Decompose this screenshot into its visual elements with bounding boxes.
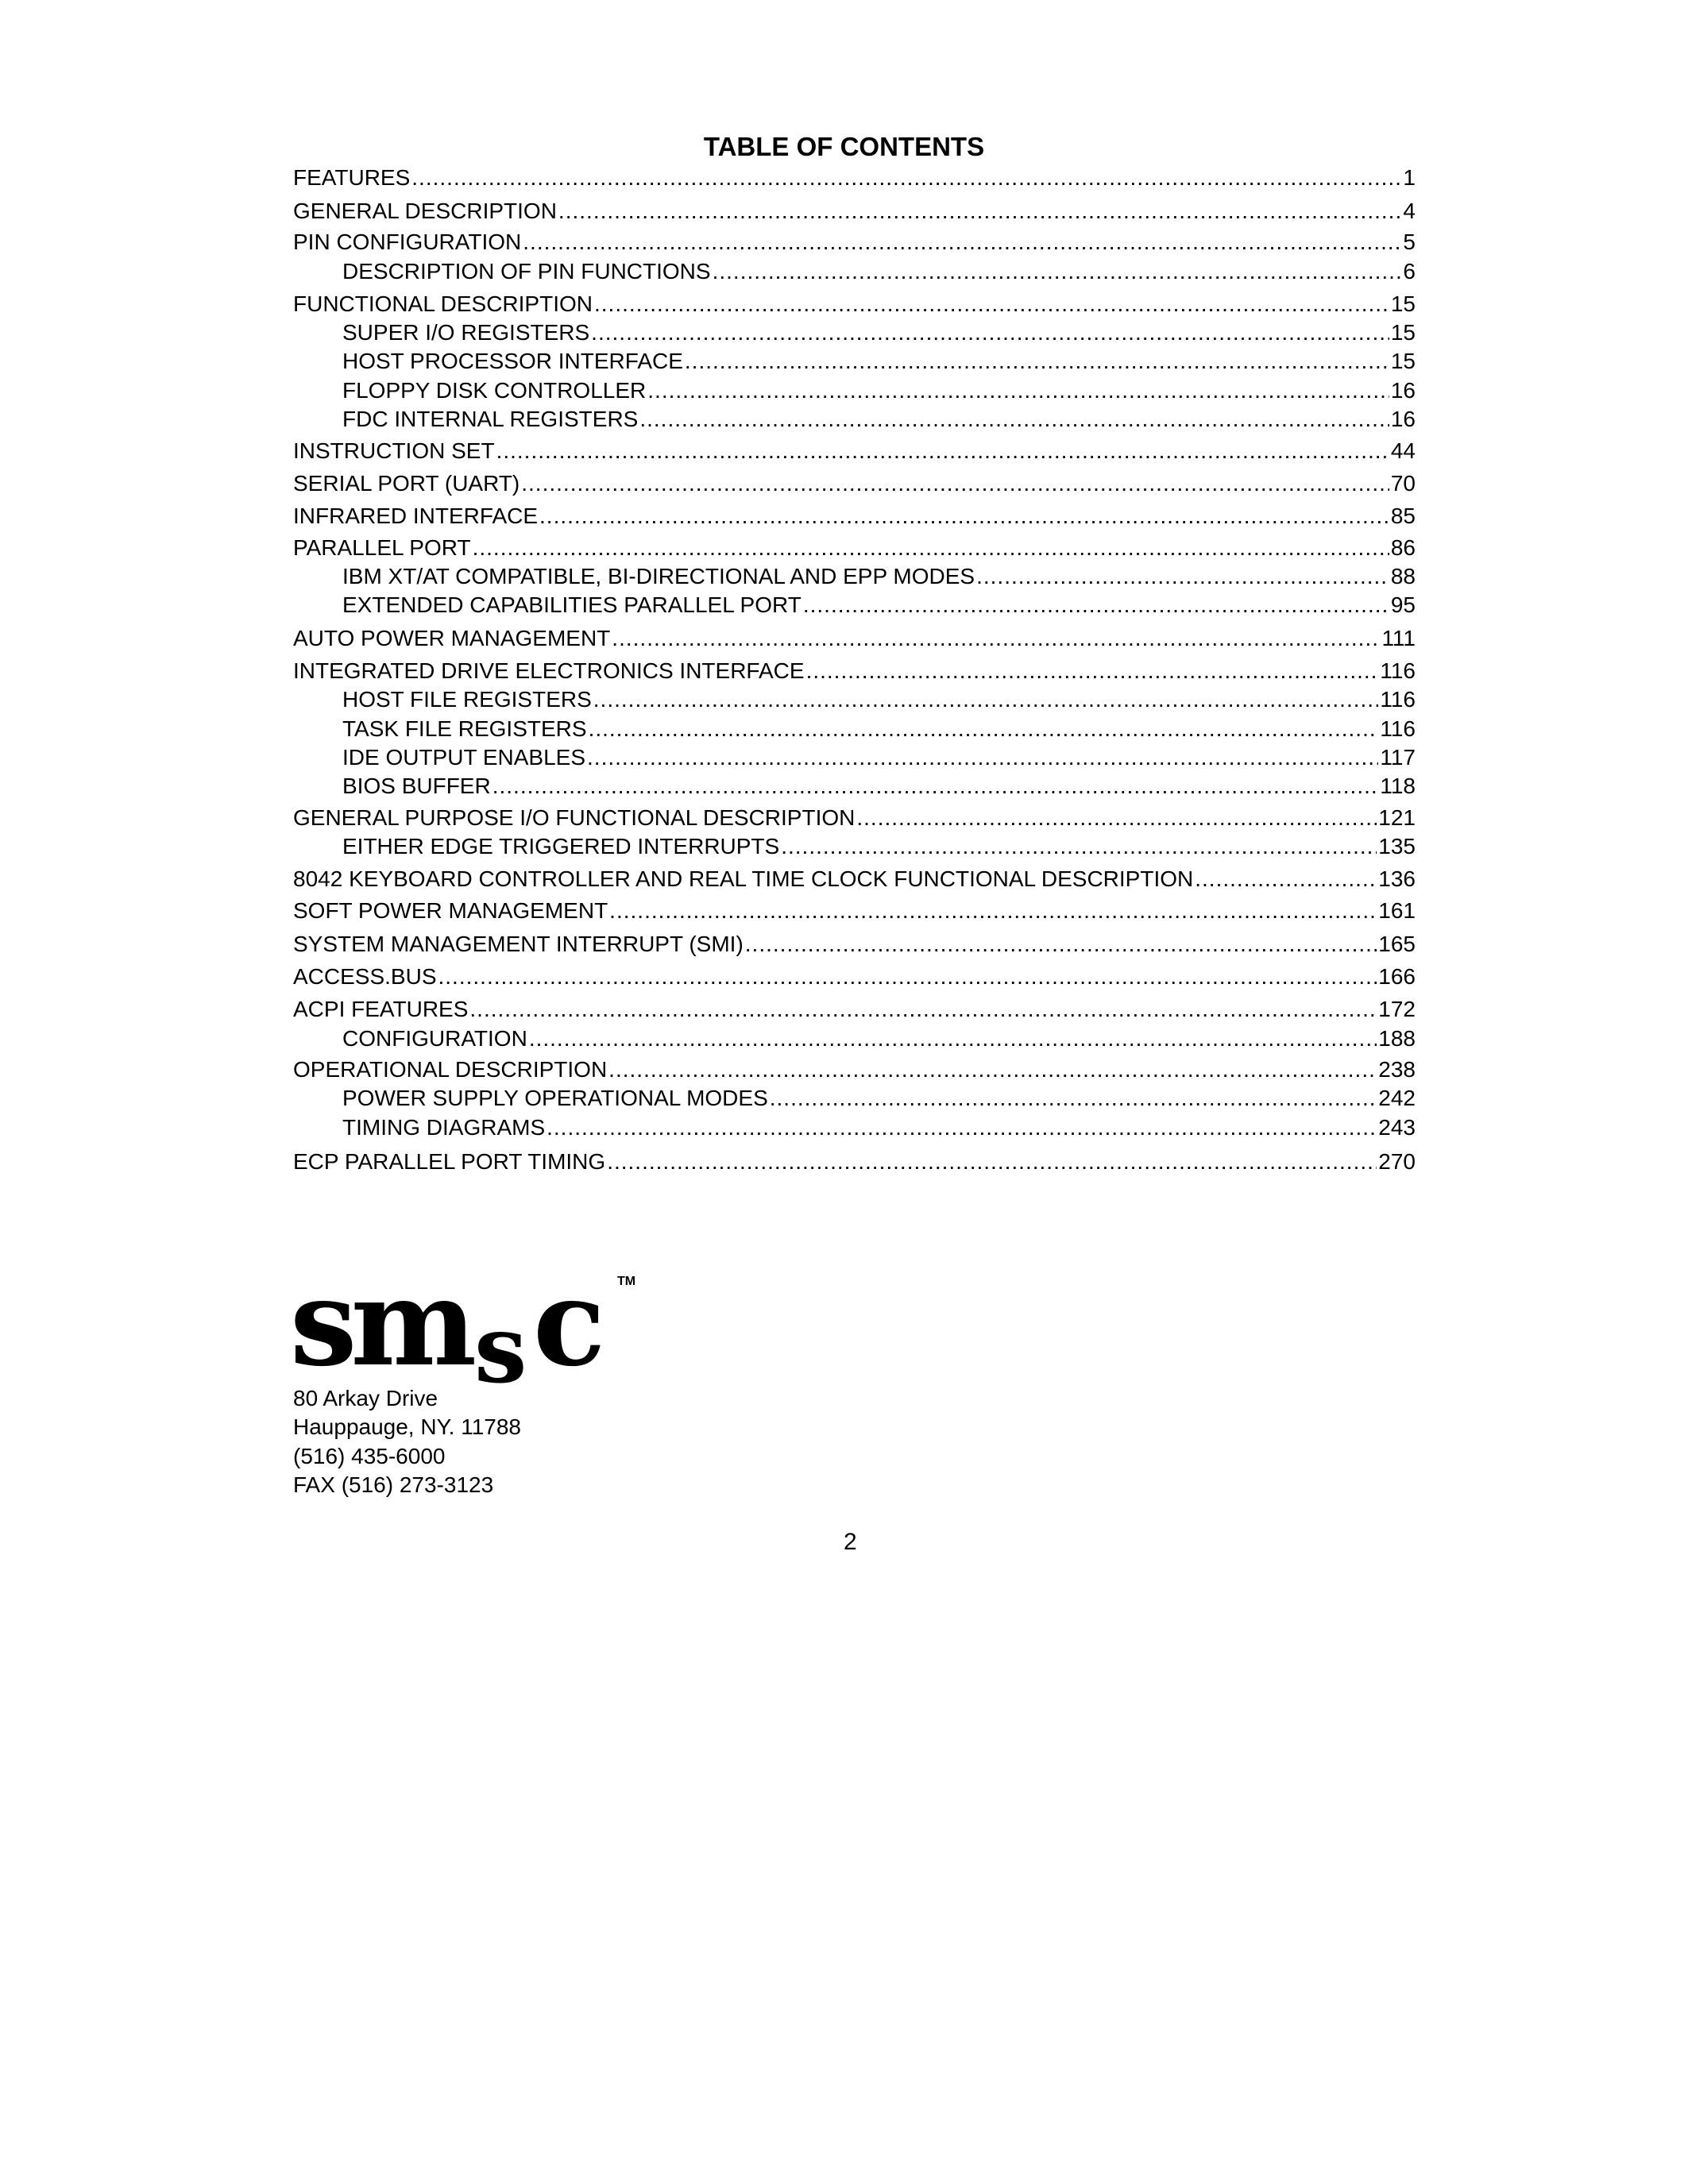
toc-entry-page: 86 — [1390, 535, 1416, 560]
dot-leader — [607, 1148, 1377, 1175]
toc-entry[interactable] — [293, 229, 1416, 256]
toc-entry[interactable] — [293, 963, 1416, 990]
toc-entry-label: EXTENDED CAPABILITIES PARALLEL PORT — [342, 592, 802, 617]
toc-entry[interactable] — [293, 1056, 1416, 1083]
toc-entry-page: 242 — [1378, 1086, 1416, 1110]
toc-entry[interactable] — [342, 686, 1416, 713]
fax-line: FAX (516) 273-3123 — [293, 1472, 494, 1497]
toc-entry-label: IDE OUTPUT ENABLES — [342, 745, 586, 770]
toc-entry-label: AUTO POWER MANAGEMENT — [293, 626, 611, 650]
page-title: TABLE OF CONTENTS — [703, 132, 985, 161]
toc-entry-page: 111 — [1381, 626, 1416, 650]
dot-leader — [639, 406, 1389, 433]
toc-entry-label: PIN CONFIGURATION — [293, 230, 522, 254]
toc-entry-page: 15 — [1390, 349, 1416, 373]
toc-entry[interactable] — [342, 406, 1416, 433]
toc-entry-label: SUPER I/O REGISTERS — [342, 320, 590, 345]
toc-entry-label: CONFIGURATION — [342, 1026, 527, 1051]
toc-entry-page: 95 — [1390, 592, 1416, 617]
toc-entry-page: 116 — [1380, 658, 1416, 683]
toc-entry[interactable] — [342, 1114, 1416, 1141]
toc-entry[interactable] — [293, 1148, 1416, 1175]
toc-entry-page: 116 — [1380, 687, 1416, 712]
svg-text:s: s — [474, 1294, 527, 1390]
dot-leader — [976, 563, 1389, 590]
toc-entry-label: POWER SUPPLY OPERATIONAL MODES — [342, 1086, 768, 1110]
dot-leader — [608, 1056, 1377, 1083]
phone-line: (516) 435-6000 — [293, 1444, 446, 1468]
toc-entry-page: 121 — [1378, 805, 1416, 830]
toc-entry-label: PARALLEL PORT — [293, 535, 471, 560]
dot-leader — [612, 625, 1380, 652]
toc-entry-page: 85 — [1390, 504, 1416, 528]
toc-entry-label: ACPI FEATURES — [293, 997, 469, 1021]
toc-entry[interactable] — [342, 348, 1416, 375]
dot-leader — [685, 348, 1389, 375]
dot-leader — [803, 592, 1389, 619]
dot-leader — [411, 164, 1401, 191]
dot-leader — [770, 1085, 1377, 1112]
toc-entry-label: INFRARED INTERFACE — [293, 504, 539, 528]
toc-entry-label: OPERATIONAL DESCRIPTION — [293, 1057, 608, 1082]
toc-entry-label: FEATURES — [293, 165, 411, 190]
toc-entry-page: 5 — [1403, 230, 1416, 254]
toc-entry[interactable] — [293, 438, 1416, 465]
toc-entry[interactable] — [342, 377, 1416, 404]
toc-entry-label: EITHER EDGE TRIGGERED INTERRUPTS — [342, 834, 780, 859]
dot-leader — [469, 996, 1377, 1023]
toc-entry-label: ECP PARALLEL PORT TIMING — [293, 1149, 606, 1174]
svg-text:c: c — [533, 1263, 606, 1390]
toc-entry[interactable] — [293, 866, 1416, 893]
toc-entry-label: ACCESS.BUS — [293, 964, 437, 989]
svg-text:TM: TM — [617, 1275, 636, 1288]
dot-leader — [647, 377, 1389, 404]
toc-entry[interactable] — [342, 1085, 1416, 1112]
toc-entry-label: INTEGRATED DRIVE ELECTRONICS INTERFACE — [293, 658, 805, 683]
toc-entry-page: 117 — [1380, 745, 1416, 770]
toc-entry[interactable] — [342, 592, 1416, 619]
dot-leader — [781, 833, 1377, 860]
toc-entry-label: HOST FILE REGISTERS — [342, 687, 592, 712]
dot-leader — [591, 319, 1389, 346]
toc-entry[interactable] — [342, 563, 1416, 590]
toc-entry-label: GENERAL PURPOSE I/O FUNCTIONAL DESCRIPTION — [293, 805, 856, 830]
dot-leader — [496, 438, 1389, 465]
toc-entry-page: 118 — [1380, 774, 1416, 798]
toc-entry-page: 4 — [1403, 199, 1416, 223]
toc-entry-label: 8042 KEYBOARD CONTROLLER AND REAL TIME CLOCK FUNCTIONAL DESCRIPTION — [293, 866, 1194, 891]
dot-leader — [523, 229, 1401, 256]
dot-leader — [745, 931, 1377, 958]
toc-entry-page: 166 — [1378, 964, 1416, 989]
dot-leader — [539, 503, 1389, 530]
toc-entry[interactable] — [293, 931, 1416, 958]
toc-entry-page: 15 — [1390, 291, 1416, 316]
dot-leader — [609, 897, 1377, 924]
toc-entry-page: 172 — [1378, 997, 1416, 1021]
toc-entry[interactable] — [342, 744, 1416, 771]
toc-entry-page: 136 — [1378, 866, 1416, 891]
toc-entry-page: 161 — [1378, 898, 1416, 923]
toc-entry-label: INSTRUCTION SET — [293, 438, 495, 463]
toc-entry-page: 1 — [1403, 165, 1416, 190]
toc-entry-page: 70 — [1390, 471, 1416, 496]
dot-leader — [558, 198, 1402, 225]
toc-entry[interactable] — [342, 258, 1416, 285]
toc-entry-label: HOST PROCESSOR INTERFACE — [342, 349, 683, 373]
toc-entry-page: 165 — [1378, 932, 1416, 956]
toc-entry-page: 270 — [1378, 1149, 1416, 1174]
toc-entry-page: 6 — [1403, 259, 1416, 284]
toc-entry[interactable] — [293, 534, 1416, 561]
toc-entry-page: 88 — [1390, 564, 1416, 588]
toc-entry[interactable] — [293, 470, 1416, 497]
toc-entry-page: 243 — [1378, 1115, 1416, 1140]
toc-entry-page: 188 — [1378, 1026, 1416, 1051]
toc-entry[interactable] — [293, 658, 1416, 685]
toc-entry-label: TIMING DIAGRAMS — [342, 1115, 546, 1140]
dot-leader — [438, 963, 1377, 990]
toc-entry-label: FLOPPY DISK CONTROLLER — [342, 378, 647, 403]
toc-entry-label: BIOS BUFFER — [342, 774, 491, 798]
page-number: 2 — [844, 1529, 857, 1555]
toc-entry[interactable] — [293, 897, 1416, 924]
toc-entry-page: 238 — [1378, 1057, 1416, 1082]
toc-entry[interactable] — [342, 1025, 1416, 1052]
svg-text:sm: sm — [290, 1263, 471, 1390]
dot-leader — [594, 291, 1389, 318]
toc-entry[interactable] — [293, 625, 1416, 652]
dot-leader — [529, 1025, 1377, 1052]
toc-entry-label: SYSTEM MANAGEMENT INTERRUPT (SMI) — [293, 932, 744, 956]
toc-entry-label: IBM XT/AT COMPATIBLE, BI-DIRECTIONAL AND EPP MODES — [342, 564, 975, 588]
toc-entry[interactable] — [293, 996, 1416, 1023]
toc-entry-page: 16 — [1390, 378, 1416, 403]
toc-entry-label: SERIAL PORT (UART) — [293, 471, 520, 496]
toc-entry-page: 15 — [1390, 320, 1416, 345]
dot-leader — [806, 658, 1379, 685]
dot-leader — [587, 744, 1378, 771]
toc-entry[interactable] — [342, 773, 1416, 800]
toc-entry-label: GENERAL DESCRIPTION — [293, 199, 557, 223]
dot-leader — [492, 773, 1379, 800]
toc-entry-label: TASK FILE REGISTERS — [342, 716, 587, 741]
dot-leader — [473, 534, 1389, 561]
toc-entry[interactable] — [293, 291, 1416, 318]
dot-leader — [589, 716, 1379, 743]
toc-entry[interactable] — [293, 164, 1416, 191]
dot-leader — [856, 805, 1377, 832]
toc-entry-label: SOFT POWER MANAGEMENT — [293, 898, 608, 923]
address-line: 80 Arkay Drive — [293, 1386, 438, 1410]
toc-entry-page: 135 — [1378, 834, 1416, 859]
toc-entry[interactable] — [342, 833, 1416, 860]
toc-entry-label: FUNCTIONAL DESCRIPTION — [293, 291, 593, 316]
dot-leader — [547, 1114, 1377, 1141]
toc-entry-label: DESCRIPTION OF PIN FUNCTIONS — [342, 259, 711, 284]
toc-entry[interactable] — [293, 805, 1416, 832]
toc-entry[interactable] — [293, 503, 1416, 530]
toc-entry-label: FDC INTERNAL REGISTERS — [342, 407, 639, 431]
toc-entry[interactable] — [342, 319, 1416, 346]
toc-entry-page: 44 — [1390, 438, 1416, 463]
dot-leader — [593, 686, 1379, 713]
dot-leader — [1195, 866, 1377, 893]
toc-entry[interactable] — [342, 716, 1416, 743]
toc-entry-page: 116 — [1380, 716, 1416, 741]
toc-entry[interactable] — [293, 198, 1416, 225]
toc-entry-page: 16 — [1390, 407, 1416, 431]
dot-leader — [713, 258, 1402, 285]
dot-leader — [521, 470, 1389, 497]
smsc-logo — [290, 1263, 655, 1390]
address-line: Hauppauge, NY. 11788 — [293, 1414, 521, 1439]
